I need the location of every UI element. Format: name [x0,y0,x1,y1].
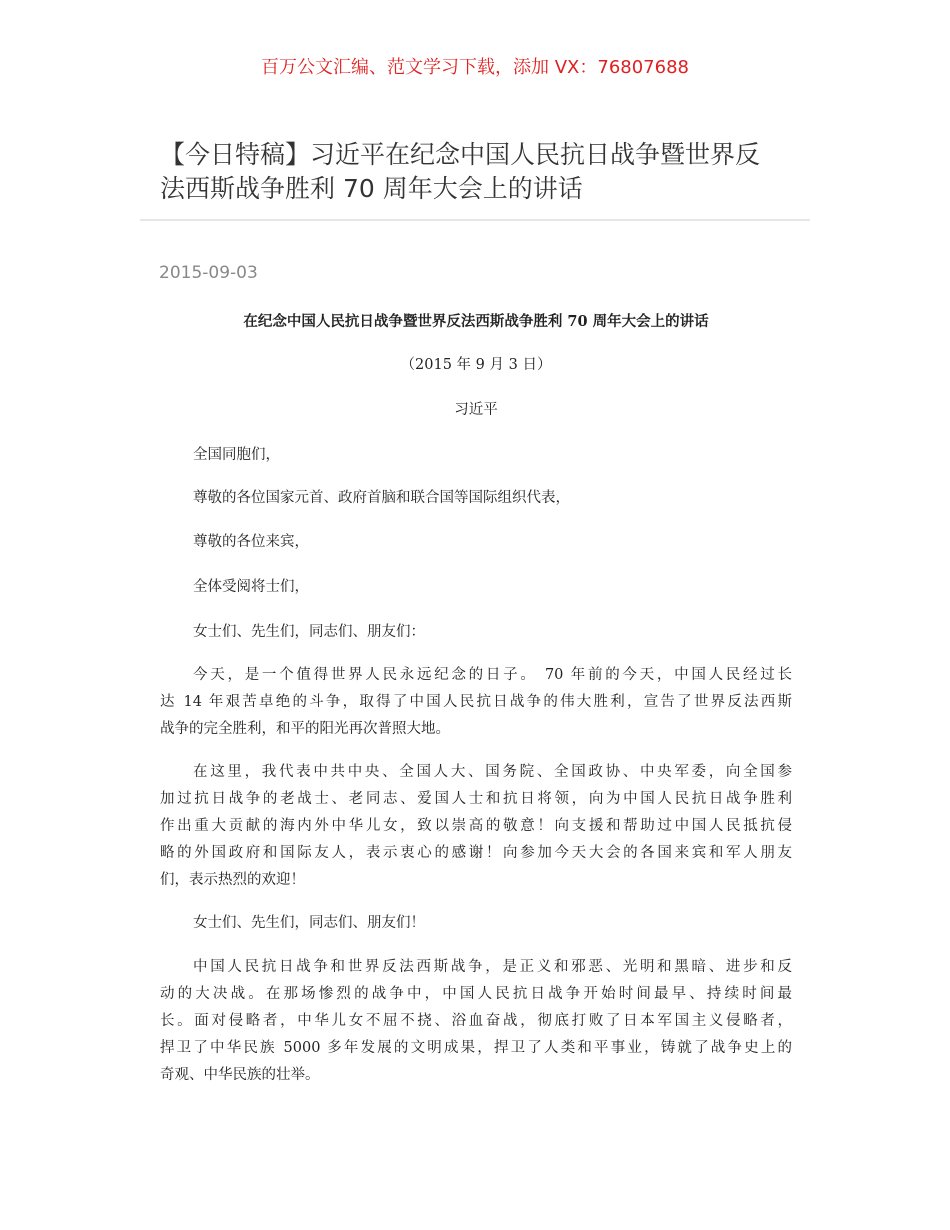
salutation: 女士们、先生们，同志们、朋友们： [193,624,425,640]
salutation: 尊敬的各位国家元首、政府首脑和联合国等国际组织代表， [193,490,570,506]
divider [140,219,810,221]
text-line: 加过抗日战争的老战士、老同志、爱国人士和抗日将领，向为中国人民抗日战争胜利 [160,791,792,807]
publish-date: 2015-09-03 [159,263,258,283]
text-line: 略的外国政府和国际友人，表示衷心的感谢！向参加今天大会的各国来宾和军人朋友 [160,845,792,861]
salutation: 全体受阅将士们， [193,579,309,595]
text-line: 作出重大贡献的海内外中华儿女，致以崇高的敬意！向支援和帮助过中国人民抵抗侵 [160,818,792,834]
paragraph [160,759,792,894]
text-line: 长。面对侵略者，中华儿女不屈不挠、浴血奋战，彻底打败了日本军国主义侵略者， [160,1013,792,1029]
promo-banner: 百万公文汇编、范文学习下载，添加 VX：76807688 [261,57,689,78]
salutation: 尊敬的各位来宾， [193,534,309,550]
text-line: 中国人民抗日战争和世界反法西斯战争，是正义和邪恶、光明和黑暗、进步和反 [193,959,792,975]
paragraph [160,954,792,1089]
text-line: 女士们、先生们，同志们、朋友们！ [193,915,425,931]
paragraph [160,662,792,743]
text-line: 战争的完全胜利，和平的阳光再次普照大地。 [160,721,450,737]
salutation: 全国同胞们， [193,447,280,463]
text-line: 动的大决战。在那场惨烈的战争中，中国人民抗日战争开始时间最早、持续时间最 [160,986,792,1002]
speech-title: 在纪念中国人民抗日战争暨世界反法西斯战争胜利 70 周年大会上的讲话 [243,313,709,330]
paragraph [160,910,792,937]
text-line: 奇观、中华民族的壮举。 [160,1067,320,1083]
article-title [160,138,800,206]
text-line: 达 14 年艰苦卓绝的斗争，取得了中国人民抗日战争的伟大胜利，宣告了世界反法西斯 [160,694,792,710]
text-line: 今天，是一个值得世界人民永远纪念的日子。 70 年前的今天，中国人民经过长 [193,667,792,683]
text-line: 们，表示热烈的欢迎！ [160,872,305,888]
speech-author: 习近平 [454,402,498,418]
text-line: 在这里，我代表中共中央、全国人大、国务院、全国政协、中央军委，向全国参 [193,764,792,780]
title-line: 【今日特稿】习近平在纪念中国人民抗日战争暨世界反 [160,140,761,169]
text-line: 捍卫了中华民族 5000 多年发展的文明成果，捍卫了人类和平事业，铸就了战争史上的 [160,1040,792,1056]
title-line: 法西斯战争胜利 70 周年大会上的讲话 [160,174,583,203]
speech-date: （2015 年 9 月 3 日） [400,357,552,373]
